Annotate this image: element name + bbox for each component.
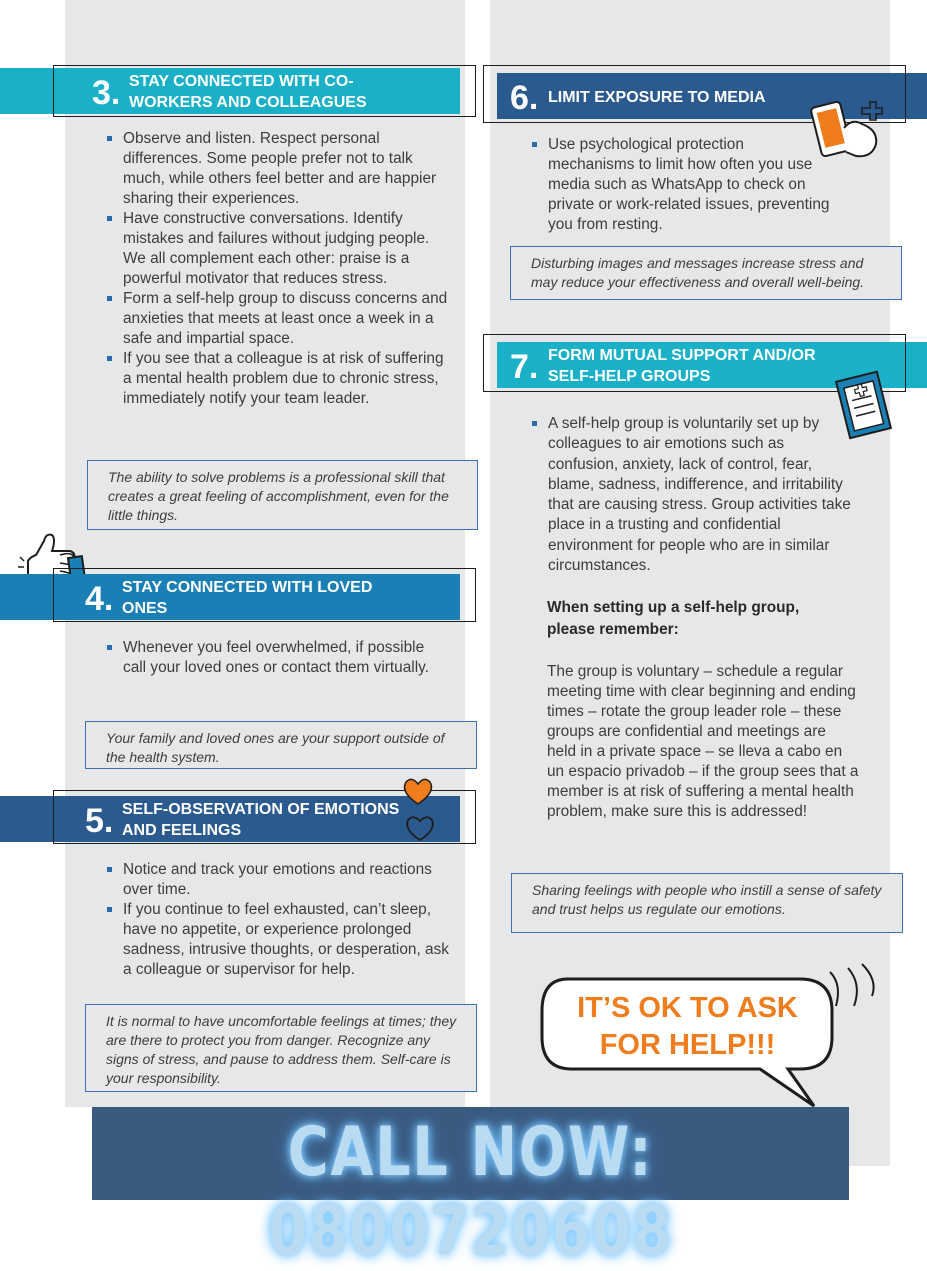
list-item: Notice and track your emotions and reactions over time. (107, 860, 452, 900)
call-now-banner[interactable] (92, 1107, 849, 1271)
section-6-title: LIMIT EXPOSURE TO MEDIA (548, 89, 766, 106)
list-item: If you continue to feel exhausted, can’t sleep, have no appetite, or experience prolonged sadness, intrusive thoughts, or desperation, ask a colleague or supervisor for help. (107, 900, 452, 980)
section-3-number: 3. (92, 74, 121, 112)
section-7-number: 7. (510, 348, 539, 386)
list-item: Form a self-help group to discuss concerns and anxieties that meets at least once a week in a safe and impartial space. (107, 289, 452, 349)
list-item: Have constructive conversations. Identify mistakes and failures without judging people. We all complement each other: praise is a powerful motivator that reduces stress. (107, 209, 452, 289)
section-3-header (0, 68, 476, 114)
list-item: A self-help group is voluntarily set up by colleagues to air emotions such as confusion, anxiety, lack of control, fear, blame, sadness, indifference, and irritability that are causing stress. Group activities take place in a trusting and confidential environment for people who are in similar circumstances. (532, 414, 852, 576)
section-4-title: STAY CONNECTED WITH LOVED ONES (122, 579, 373, 617)
section-3-title: STAY CONNECTED WITH CO- WORKERS AND COLLEAGUES (129, 73, 367, 111)
section-7-body: The group is voluntary – schedule a regular meeting time with clear beginning and ending times – rotate the group leader role – these groups are confidential and meetings are held in a private space – se lleva a cabo en un espacio privadob – if the group sees that a member is at risk of suffering a mental health problem, make sure this is addressed! (547, 663, 859, 820)
section-6-bullets (532, 135, 832, 235)
section-7-note: Sharing feelings with people who instill a sense of safety and trust helps us regulate our emotions. (511, 873, 903, 933)
section-5-bullets (107, 860, 452, 980)
section-7-title: FORM MUTUAL SUPPORT AND/OR SELF-HELP GROUPS (548, 347, 816, 385)
section-5-number: 5. (85, 802, 114, 840)
section-5-note: It is normal to have uncomfortable feelings at times; they are there to protect you from danger. Recognize any signs of stress, and pause to address them. Self-care is your responsibility. (85, 1004, 477, 1092)
section-7-subheading: When setting up a self-help group, please remember: (547, 599, 800, 638)
section-6-note: Disturbing images and messages increase stress and may reduce your effectiveness and overall well-being. (510, 246, 902, 300)
section-4-bullets (107, 638, 447, 678)
list-item: Observe and listen. Respect personal differences. Some people prefer not to talk much, while others feel better and are happier sharing their experiences. (107, 129, 452, 209)
section-4-number: 4. (85, 580, 114, 618)
hearts-icon (396, 774, 440, 844)
list-item: If you see that a colleague is at risk of suffering a mental health problem due to chronic stress, immediately notify your team leader. (107, 349, 452, 409)
bubble-text: IT’S OK TO ASK FOR HELP!!! (577, 992, 798, 1061)
section-3-note: The ability to solve problems is a professional skill that creates a great feeling of accomplishment, even for the little things. (87, 460, 478, 530)
call-now-text: CALL NOW: 0800720608 (268, 1113, 673, 1271)
section-4-header (0, 574, 476, 620)
sound-waves-icon (826, 962, 882, 1012)
section-6-number: 6. (510, 79, 539, 117)
section-3-bullets (107, 129, 452, 409)
section-4-note: Your family and loved ones are your support outside of the health system. (85, 721, 477, 769)
section-7-bullets (532, 414, 852, 576)
list-item: Use psychological protection mechanisms to limit how often you use media such as WhatsApp to check on private or work-related issues, preventing you from resting. (532, 135, 832, 235)
section-5-title: SELF-OBSERVATION OF EMOTIONS AND FEELINGS (122, 801, 400, 839)
list-item: Whenever you feel overwhelmed, if possible call your loved ones or contact them virtually. (107, 638, 447, 678)
